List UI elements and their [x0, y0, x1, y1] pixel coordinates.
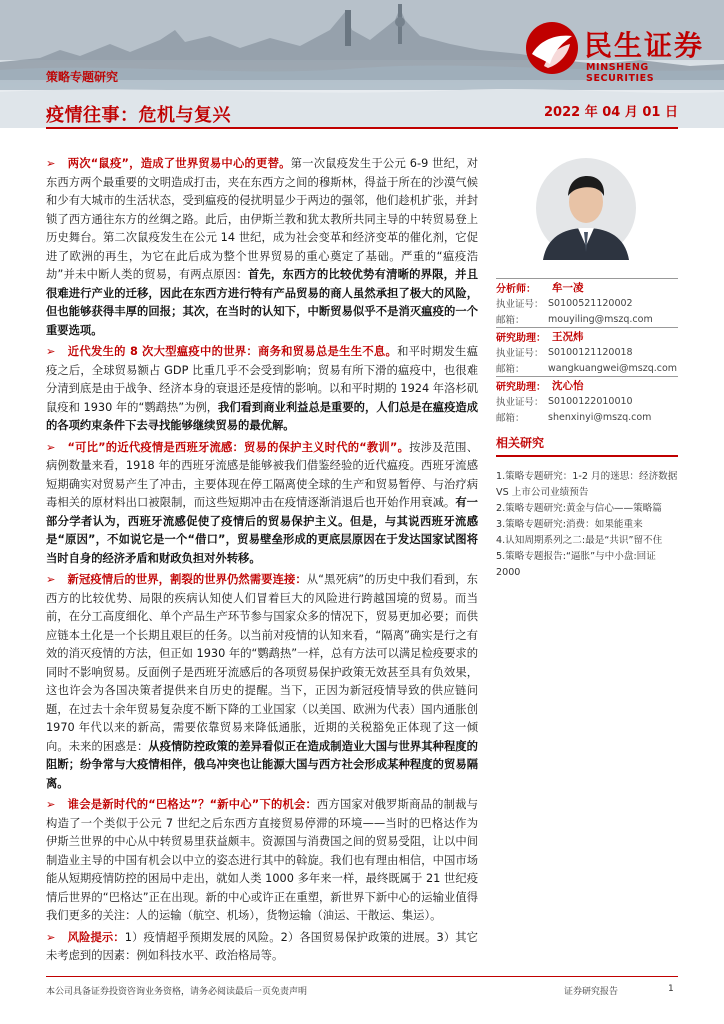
report-body [46, 155, 478, 969]
paragraph-text: 1）疫情超乎预期发展的风险。2）各国贸易保护政策的进展。3）其它未考虑到的因素：例如科技水平、政治格局等。 [46, 930, 478, 962]
risk-paragraph [46, 929, 478, 966]
paragraph-bold-text: 有一部分学者认为，西班牙流感促使了疫情后的贸易保护主义。但是，与其说西班牙流感是“原因”，不如说它是一个“借口”，贸易壁垒形成的更底层原因在于发达国家试图将当时自身的经济矛盾和财政负担对外转移。 [46, 496, 478, 565]
analyst-role: 研究助理： [496, 332, 546, 344]
report-date: 2022 年 04 月 01 日 [544, 105, 678, 120]
cert-row [496, 393, 678, 409]
footer-label: 证券研究报告 [564, 987, 619, 997]
analyst-name: 牟一凌 [552, 281, 584, 294]
minsheng-logo [524, 20, 705, 84]
cert-number: S0100121120018 [548, 346, 633, 358]
cert-label: 执业证号： [496, 348, 544, 359]
cert-number: S0100122010010 [548, 395, 633, 407]
cert-label: 执业证号： [496, 397, 544, 408]
cert-number: S0100521120002 [548, 297, 633, 309]
related-research-list [496, 469, 678, 581]
summary-paragraph [46, 343, 478, 436]
header-divider [46, 127, 678, 129]
related-research-item[interactable]: 5.策略专题报告:“逼胀”与中小盘:回证 2000 [496, 551, 656, 578]
bullet-arrow-icon: ➢ [46, 440, 56, 454]
summary-paragraph [46, 571, 478, 793]
paragraph-heading: 风险提示： [67, 930, 125, 944]
paragraph-heading: 新冠疫情后的世界，割裂的世界仍然需要连接： [67, 573, 307, 586]
analyst-row [496, 327, 678, 344]
analyst-row [496, 278, 678, 295]
cert-row [496, 295, 678, 311]
analyst-row [496, 376, 678, 393]
analyst-role: 研究助理： [496, 381, 546, 393]
paragraph-text: 和平时期发生瘟疫之后，全球贸易额占 GDP 比重几乎不会受到影响；贸易有所下滑的瘟疫中，也很难分清到底是由于战争、经济本身的衰退还是疫情的影响。以和平时期的 1924 年洛杉矶鼠疫和 1930 年的“鹦鹉热”为例， [46, 345, 478, 414]
paragraph-text: 西方国家对俄罗斯商品的制裁与构造了一个类似于公元 7 世纪之后东西方直接贸易停滞的环境——当时的巴格达作为伊斯兰世界的中心从中转贸易里获益颇丰。资源国与消费国之间的贸易受阻，让以中间制造业主导的中国有机会以中立的姿态进行其中的斡旋。我们也有理由相信，中国市场能从短期疫情防控的困局中走出，就如人类 1000 多年来一样，最终既属于 21 世纪疫情后世界的“巴格达”正在出现。新的中心或许正在重塑，新世界下新中心的运输业值得我们更多的关注：人的运输（航空、机场），货物运输（油运、干散运、集运）。 [46, 798, 478, 922]
summary-paragraph [46, 155, 478, 340]
email-row [496, 409, 678, 425]
related-research-item[interactable]: 2.策略专题研究:黄金与信心——策略篇 [496, 503, 662, 514]
bullet-arrow-icon: ➢ [46, 345, 56, 358]
email-label: 邮箱： [496, 315, 525, 326]
footer-divider [46, 976, 678, 977]
paragraph-heading: 两次“鼠疫”，造成了世界贸易中心的更替。 [67, 157, 291, 170]
paragraph-text: 第一次鼠疫发生于公元 6-9 世纪，对东西方两个最重要的文明造成打击，夹在东西方之间的穆斯林，得益于所在的沙漠气候和少有大城市的生活状态，受到瘟疫的侵扰明显少于两边的强邻，他们趁机扩张，并封锁了西方通往东方的丝绸之路。此后，由伊斯兰教和犹太教所共同主导的中转贸易登上历史舞台。第二次鼠疫发生在公元 14 世纪，成为社会变革和经济变革的催化剂，它促进了欧洲的再生，为它在此后成为整个世界贸易的重心奠定了基础。严重的“瘟疫浩劫”并未中断人类的贸易，有两点原因： [46, 157, 478, 281]
report-category: 策略专题研究 [46, 70, 119, 84]
analyst-photo [521, 156, 651, 260]
paragraph-bold-text: 首先，东西方的比较优势有清晰的界限，并且很难进行产业的迁移，因此在东西方进行特有产品贸易的商人虽然承担了极大的风险，但也能够获得丰厚的回报；其次，在当时的认知下，中断贸易似乎不是消灭瘟疫的一个重要选项。 [46, 268, 478, 337]
email-link[interactable]: wangkuangwei@mszq.com [548, 362, 678, 374]
email-link[interactable]: mouyiling@mszq.com [548, 313, 653, 325]
analyst-info [496, 278, 678, 425]
paragraph-heading: 近代发生的 8 次大型瘟疫中的世界：商务和贸易总是生生不息。 [67, 345, 398, 358]
analyst-name: 王况炜 [552, 330, 584, 343]
related-research-item[interactable]: 4.认知周期系列之二:最是“共识”留不住 [496, 535, 663, 546]
logo-english-name: MINSHENG SECURITIES [586, 62, 655, 84]
related-research-item[interactable]: 3.策略专题研究:消费：如果能重来 [496, 519, 643, 530]
bullet-arrow-icon: ➢ [46, 573, 56, 586]
cert-label: 执业证号： [496, 299, 544, 310]
paragraph-text: 按涉及范围、病例数量来看，1918 年的西班牙流感是能够被我们借鉴经验的近代瘟疫。西班牙流感短期确实对贸易产生了冲击，主要体现在停工隔离使全球的生产和贸易暂停、与治疗病毒相关的原材料出口被限制，而这些短期冲击在疫情逐渐消退后也开始作用衰减。 [46, 440, 478, 509]
footer-disclaimer: 本公司具备证券投资咨询业务资格，请务必阅读最后一页免责声明 [46, 987, 308, 997]
email-label: 邮箱： [496, 413, 525, 424]
bullet-arrow-icon: ➢ [46, 157, 56, 170]
related-research-item[interactable]: 1.策略专题研究：1-2 月的迷思：经济数据 VS 上市公司业绩预告 [496, 471, 678, 498]
report-title: 疫情往事：危机与复兴 [46, 105, 231, 126]
paragraph-bold-text: 从疫情防控政策的差异看似正在造成制造业大国与世界其种程度的阻断；纷争常与大疫情相伴，俄乌冲突也让能源大国与西方社会形成某种程度的贸易隔离。 [46, 739, 478, 790]
summary-paragraph [46, 796, 478, 926]
email-row [496, 360, 678, 376]
email-row [496, 311, 678, 327]
related-research [496, 434, 678, 581]
bullet-arrow-icon: ➢ [46, 930, 56, 944]
logo-chinese-name: 民生证券 [584, 29, 705, 62]
page-number: 1 [668, 984, 674, 994]
paragraph-text: 从“黑死病”的历史中我们看到，东西方的比较优势、局限的疾病认知使人们冒着巨大的风险进行跨越国境的贸易。而当前，在分工高度细化、单个产品生产环节参与国家众多的情况下，贸易更加必要；而供应链本土化是一个长期且艰巨的任务。以当前对疫情的认知来看，“隔离”确实是行之有效的消灭疫情的方法，但正如 1930 年的“鹦鹉热”一样，总有方法可以满足检疫要求的同时不影响贸易。反面例子是西班牙流感后的各项贸易保护政策无效甚至具有负效果，这也许会为各国决策者提供来自历史的提醒。当下，正因为新冠疫情导致的供应链问题，在过去十余年贸易复杂度不断下降的工业国家（以美国、欧洲为代表）国内通胀创 1970 年代以来的新高，需要依靠贸易来降低通胀，近期的关税豁免正体现了这一倾向。未来的困惑是： [46, 573, 478, 753]
related-research-title: 相关研究 [496, 434, 678, 457]
analyst-sidebar [496, 148, 678, 425]
email-link[interactable]: shenxinyi@mszq.com [548, 411, 652, 423]
minsheng-logo-icon [524, 20, 580, 76]
email-label: 邮箱： [496, 364, 525, 375]
summary-paragraph [46, 439, 478, 569]
bullet-arrow-icon: ➢ [46, 798, 56, 811]
paragraph-bold-text: 我们看到商业利益总是重要的，人们总是在瘟疫造成的各项约束条件下去寻找能够继续贸易的最优解。 [46, 400, 478, 432]
analyst-name: 沈心怡 [552, 379, 584, 392]
cert-row [496, 344, 678, 360]
paragraph-heading: “可比”的近代疫情是西班牙流感：贸易的保护主义时代的“教训”。 [67, 440, 410, 454]
analyst-role: 分析师： [496, 283, 536, 295]
paragraph-heading: 谁会是新时代的“巴格达”？“新中心”下的机会： [67, 798, 318, 811]
